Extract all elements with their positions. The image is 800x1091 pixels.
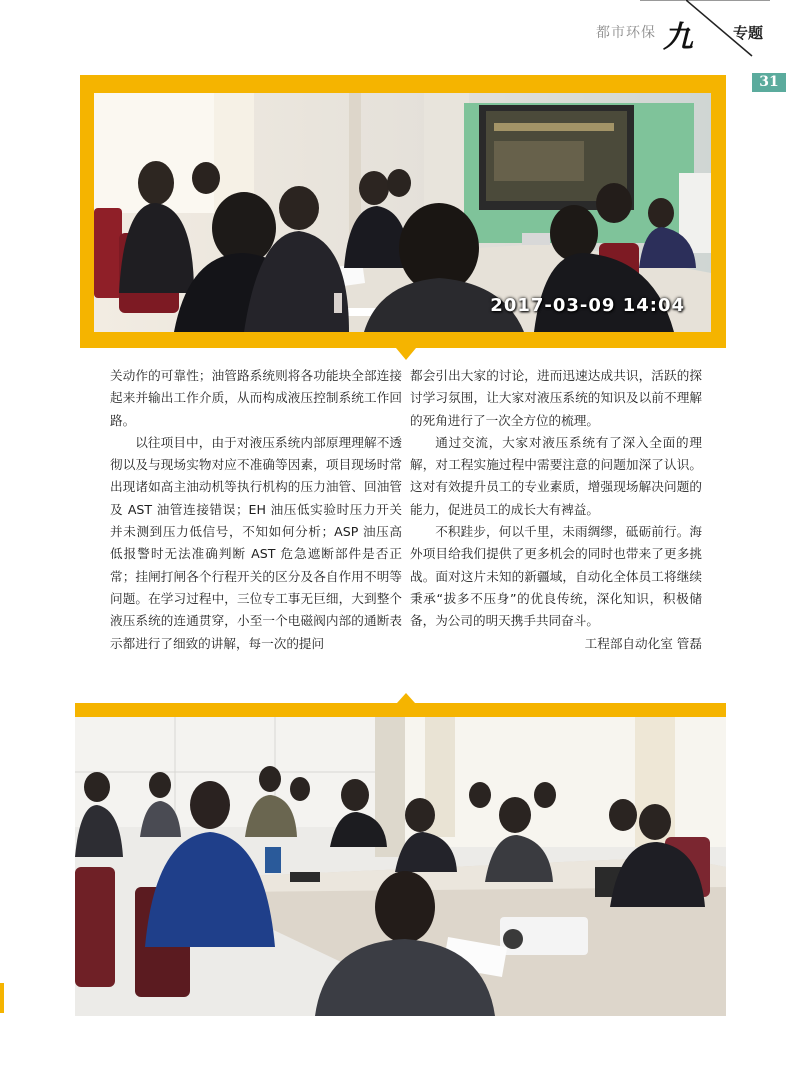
page-number: 31 — [752, 73, 786, 92]
page-edge-marker — [0, 983, 4, 1013]
paragraph: 以往项目中，由于对液压系统内部原理理解不透彻以及与现场实物对应不准确等因素，项目现场时常出现诸如高主油动机等执行机构的压力油管、回油管及 AST 油管连接错误；EH 油压低实验时压力开关并未测到压力低信号，不知如何分析；ASP 油压高低报警时无法准确判断 AST 危急遮断部件是否正常；挂闸打闸各个行程开关的区分及各自作用不明等问题。在学习过程中，三位专工事无巨细，大到整个液压系统的连通贯穿，小至一个电磁阀内部的通断表示都进行了细致的讲解，每一次的提问 — [110, 434, 402, 651]
paragraph: 不积跬步，何以千里，未雨绸缪，砥砺前行。海外项目给我们提供了更多机会的同时也带来了更多挑战。面对这片未知的新疆域，自动化全体员工将继续秉承“拔多不压身”的优良传统，深化知识，积极储备，为公司的明天携手共同奋斗。 — [410, 524, 702, 629]
paragraph: 都会引出大家的讨论，进而迅速达成共识，活跃的探讨学习氛围，让大家对液压系统的知识及以前不理解的死角进行了一次全方位的梳理。 — [410, 368, 702, 428]
paragraph: 关动作的可靠性；油管路系统则将各功能块全部连接起来并输出工作介质，从而构成液压控制系统工作回路。 — [110, 368, 402, 428]
meeting-photo-top — [94, 93, 711, 332]
article-left-column — [110, 365, 402, 655]
photo-timestamp: 2017-03-09 14:04 — [490, 295, 685, 316]
section-title: 专题 — [733, 24, 764, 42]
meeting-photo-bottom — [75, 717, 726, 1016]
magazine-logo: 九 — [663, 20, 693, 55]
paragraph: 通过交流，大家对液压系统有了深入全面的理解，对工程实施过程中需要注意的问题加深了认识。这对有效提升员工的专业素质，增强现场解决问题的能力，促进员工的成长大有裨益。 — [410, 434, 702, 517]
article-right-column — [410, 365, 702, 655]
author-byline: 工程部自动化室 管磊 — [584, 635, 702, 651]
magazine-name: 都市环保 — [596, 25, 656, 41]
